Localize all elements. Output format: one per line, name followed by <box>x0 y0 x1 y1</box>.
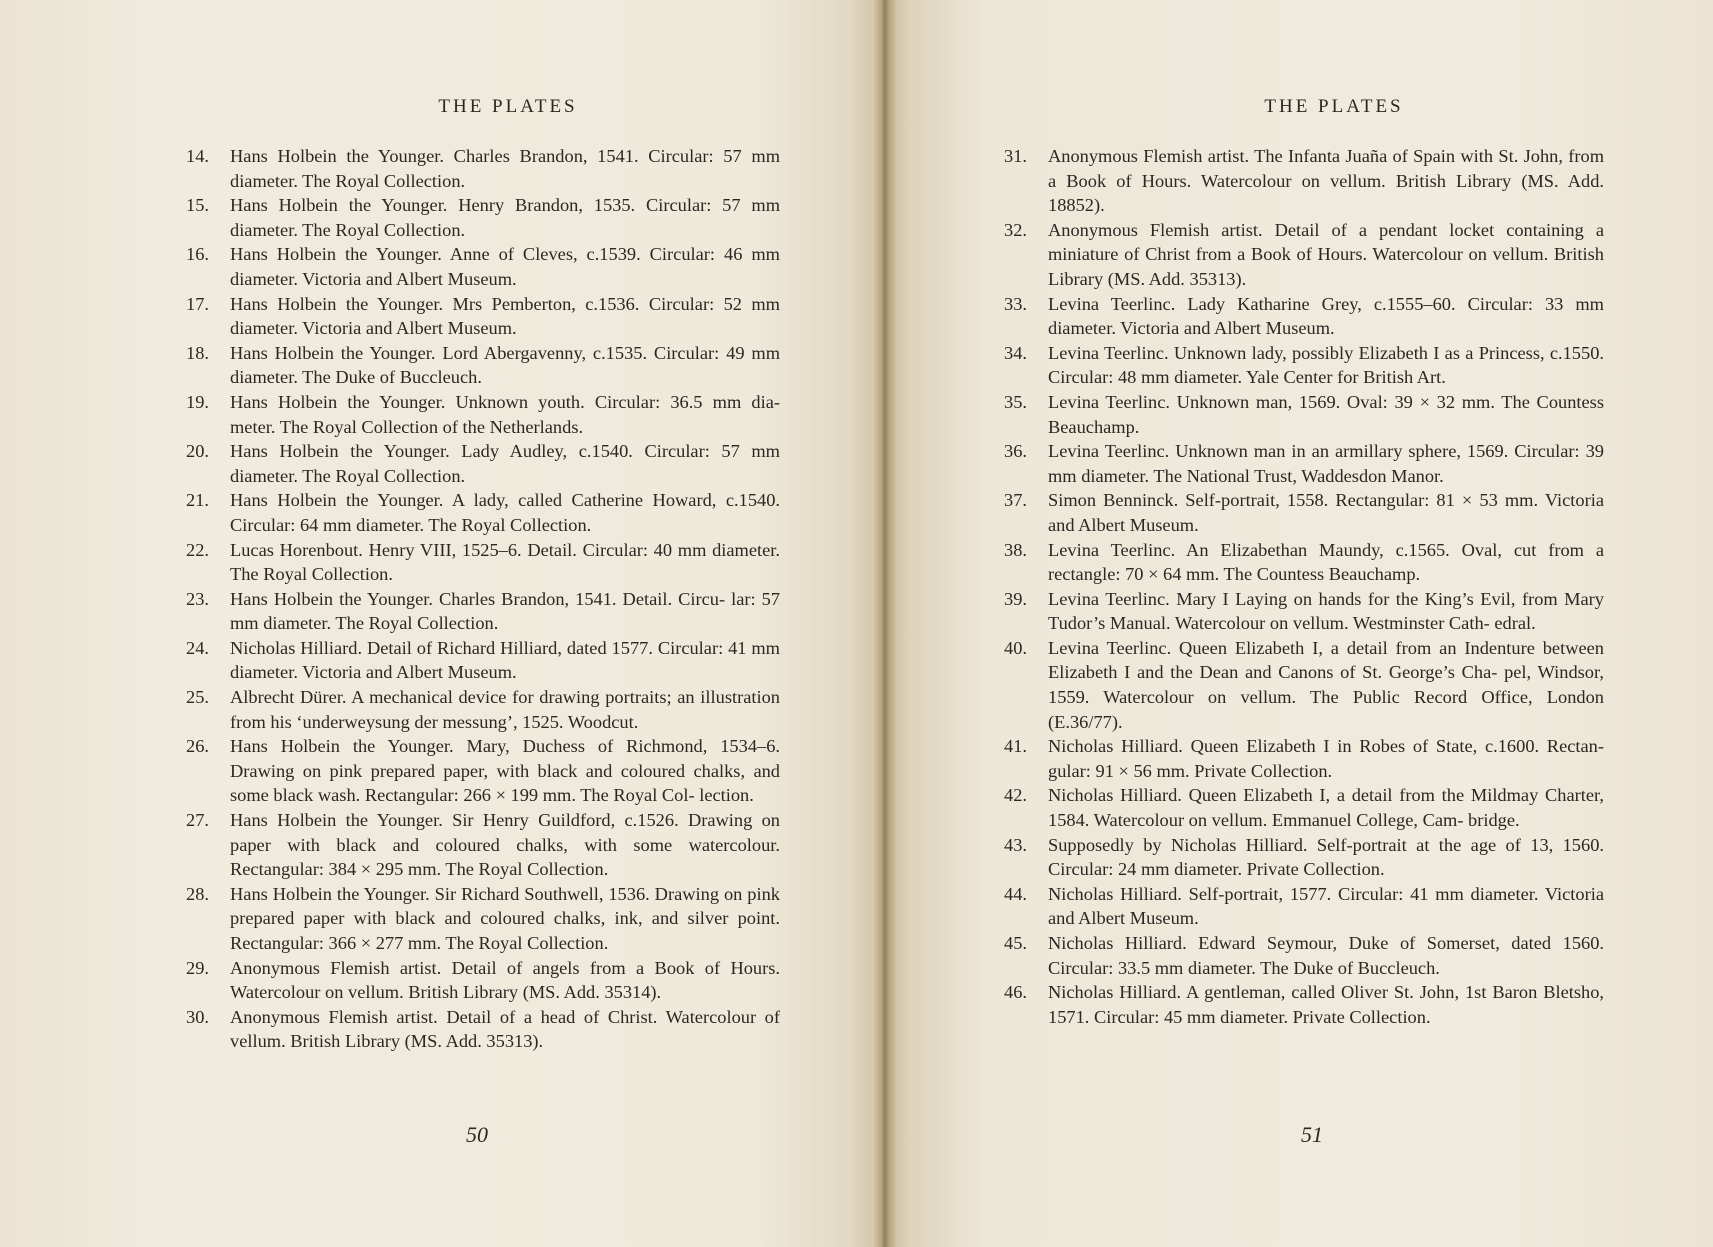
page-number: 51 <box>1301 1122 1323 1147</box>
plate-number: 44. <box>1004 883 1027 904</box>
plate-entry <box>186 292 780 341</box>
plate-entry <box>1004 341 1604 390</box>
plate-entry <box>1004 931 1604 980</box>
plate-number: 40. <box>1004 637 1027 658</box>
plate-caption: Hans Holbein the Younger. Charles Brandon, 1541. Detail. Circu- lar: 57 mm diameter. The Royal Collection. <box>230 588 780 634</box>
plate-number: 34. <box>1004 342 1027 363</box>
plate-number: 22. <box>186 539 209 560</box>
plate-entry <box>186 956 780 1005</box>
plate-list <box>186 144 780 1054</box>
plate-entry <box>186 242 780 291</box>
plate-entry <box>1004 980 1604 1029</box>
plate-number: 17. <box>186 293 209 314</box>
plate-number: 36. <box>1004 441 1027 462</box>
plate-number: 29. <box>186 957 209 978</box>
plate-entry <box>186 734 780 808</box>
plate-entry <box>1004 439 1604 488</box>
plate-caption: Anonymous Flemish artist. Detail of a head of Christ. Watercolour of vellum. British Library (MS. Add. 35313). <box>230 1006 780 1052</box>
plate-number: 19. <box>186 391 209 412</box>
plate-entry <box>1004 218 1604 292</box>
plate-number: 28. <box>186 883 209 904</box>
plate-entry <box>186 882 780 956</box>
plate-caption: Hans Holbein the Younger. Mrs Pemberton, c.1536. Circular: 52 mm diameter. Victoria and Albert Museum. <box>230 293 780 339</box>
plate-caption: Levina Teerlinc. Mary I Laying on hands for the King’s Evil, from Mary Tudor’s Manual. Watercolour on vellum. Westminster Cath- edral. <box>1048 588 1604 634</box>
plate-caption: Hans Holbein the Younger. Lord Abergavenny, c.1535. Circular: 49 mm diameter. The Duke of Buccleuch. <box>230 342 780 388</box>
plate-entry <box>186 808 780 882</box>
plate-entry <box>1004 144 1604 218</box>
plate-number: 37. <box>1004 490 1027 511</box>
plate-number: 32. <box>1004 219 1027 240</box>
plate-entry <box>1004 292 1604 341</box>
plate-caption: Anonymous Flemish artist. Detail of a pendant locket containing a miniature of Christ from a Book of Hours. Watercolour on vellum. British Library (MS. Add. 35313). <box>1048 219 1604 289</box>
plate-caption: Hans Holbein the Younger. Anne of Cleves, c.1539. Circular: 46 mm diameter. Victoria and Albert Museum. <box>230 244 780 289</box>
plate-entry <box>186 685 780 734</box>
plate-number: 31. <box>1004 146 1027 166</box>
plate-number: 23. <box>186 588 209 609</box>
right-page <box>884 0 1713 1247</box>
plate-entry <box>186 1005 780 1054</box>
plate-entry <box>186 587 780 636</box>
plate-entry <box>1004 488 1604 537</box>
plate-entry <box>1004 734 1604 783</box>
plate-number: 42. <box>1004 785 1027 806</box>
plate-caption: Hans Holbein the Younger. Lady Audley, c.1540. Circular: 57 mm diameter. The Royal Collection. <box>230 441 780 486</box>
plate-caption: Hans Holbein the Younger. Charles Brandon, 1541. Circular: 57 mm diameter. The Royal Collection. <box>230 146 780 191</box>
plate-entry <box>186 193 780 242</box>
plate-caption: Levina Teerlinc. An Elizabethan Maundy, c.1565. Oval, cut from a rectangle: 70 × 64 mm. The Countess Beauchamp. <box>1048 539 1604 585</box>
plate-caption: Levina Teerlinc. Unknown man in an armillary sphere, 1569. Circular: 39 mm diameter. The National Trust, Waddesdon Manor. <box>1048 441 1604 486</box>
plate-number: 18. <box>186 342 209 363</box>
plate-caption: Hans Holbein the Younger. A lady, called Catherine Howard, c.1540. Circular: 64 mm diameter. The Royal Collection. <box>230 490 780 535</box>
plate-caption: Hans Holbein the Younger. Mary, Duchess of Richmond, 1534–6. Drawing on pink prepared paper, with black and coloured chalks, and some black wash. Rectangular: 266 × 199 mm. The Royal Col- lection. <box>230 736 780 806</box>
plate-number: 21. <box>186 490 209 511</box>
plate-list <box>1004 144 1604 1029</box>
plate-caption: Hans Holbein the Younger. Sir Henry Guildford, c.1526. Drawing on paper with black and coloured chalks, with some watercolour. Rectangular: 384 × 295 mm. The Royal Collection. <box>230 810 780 880</box>
plate-number: 43. <box>1004 834 1027 855</box>
plate-entry <box>1004 390 1604 439</box>
plate-entry <box>1004 636 1604 734</box>
plate-entry <box>1004 882 1604 931</box>
plate-caption: Levina Teerlinc. Unknown man, 1569. Oval: 39 × 32 mm. The Countess Beauchamp. <box>1048 391 1604 437</box>
plate-number: 27. <box>186 810 209 831</box>
plate-entry <box>186 636 780 685</box>
plate-number: 41. <box>1004 736 1027 757</box>
plate-caption: Anonymous Flemish artist. The Infanta Juaña of Spain with St. John, from a Book of Hours. Watercolour on vellum. British Library (MS. Add. 18852). <box>1048 146 1604 216</box>
plate-entry <box>186 488 780 537</box>
plate-entry <box>1004 538 1604 587</box>
plate-caption: Nicholas Hilliard. Detail of Richard Hilliard, dated 1577. Circular: 41 mm diameter. Victoria and Albert Museum. <box>230 637 780 683</box>
plate-number: 46. <box>1004 982 1027 1003</box>
plate-number: 24. <box>186 637 209 658</box>
plate-number: 16. <box>186 244 209 265</box>
running-head: THE PLATES <box>438 96 578 117</box>
plate-caption: Anonymous Flemish artist. Detail of angels from a Book of Hours. Watercolour on vellum. British Library (MS. Add. 35314). <box>230 957 780 1003</box>
plate-caption: Lucas Horenbout. Henry VIII, 1525–6. Detail. Circular: 40 mm diameter. The Royal Collection. <box>230 539 780 585</box>
plate-caption: Hans Holbein the Younger. Henry Brandon, 1535. Circular: 57 mm diameter. The Royal Collection. <box>230 195 780 240</box>
plate-entry <box>1004 833 1604 882</box>
plate-entry <box>186 390 780 439</box>
plate-number: 30. <box>186 1006 209 1027</box>
plate-number: 45. <box>1004 933 1027 953</box>
plate-caption: Albrecht Dürer. A mechanical device for drawing portraits; an illustration from his ‘underweysung der messung’, 1525. Woodcut. <box>230 687 780 732</box>
plate-number: 25. <box>186 687 209 708</box>
plate-entry <box>186 538 780 587</box>
plate-number: 35. <box>1004 391 1027 412</box>
plate-number: 14. <box>186 146 209 166</box>
plate-caption: Nicholas Hilliard. Queen Elizabeth I, a detail from the Mildmay Charter, 1584. Watercolour on vellum. Emmanuel College, Cam- bridge. <box>1048 785 1604 831</box>
plate-entry <box>186 341 780 390</box>
plate-entry <box>186 439 780 488</box>
plate-caption: Nicholas Hilliard. Edward Seymour, Duke of Somerset, dated 1560. Circular: 33.5 mm diameter. The Duke of Buccleuch. <box>1048 933 1604 978</box>
book-gutter <box>872 0 898 1247</box>
plate-caption: Levina Teerlinc. Lady Katharine Grey, c.1555–60. Circular: 33 mm diameter. Victoria and Albert Museum. <box>1048 293 1604 339</box>
plate-number: 39. <box>1004 588 1027 609</box>
plate-entry <box>1004 783 1604 832</box>
plate-entry <box>1004 587 1604 636</box>
plate-caption: Simon Benninck. Self-portrait, 1558. Rectangular: 81 × 53 mm. Victoria and Albert Museum. <box>1048 490 1604 535</box>
plate-caption: Hans Holbein the Younger. Sir Richard Southwell, 1536. Drawing on pink prepared paper with black and coloured chalks, ink, and silver point. Rectangular: 366 × 277 mm. The Royal Collection. <box>230 883 780 953</box>
page-number: 50 <box>466 1122 488 1147</box>
plate-caption: Nicholas Hilliard. Self-portrait, 1577. Circular: 41 mm diameter. Victoria and Albert Museum. <box>1048 883 1604 929</box>
plate-number: 38. <box>1004 539 1027 560</box>
plate-caption: Levina Teerlinc. Unknown lady, possibly Elizabeth I as a Princess, c.1550. Circular: 48 mm diameter. Yale Center for British Art. <box>1048 342 1604 388</box>
plate-number: 15. <box>186 195 209 216</box>
plate-caption: Nicholas Hilliard. A gentleman, called Oliver St. John, 1st Baron Bletsho, 1571. Circular: 45 mm diameter. Private Collection. <box>1048 982 1604 1027</box>
plate-caption: Nicholas Hilliard. Queen Elizabeth I in Robes of State, c.1600. Rectan- gular: 91 × 56 mm. Private Collection. <box>1048 736 1604 781</box>
plate-caption: Hans Holbein the Younger. Unknown youth. Circular: 36.5 mm dia- meter. The Royal Collection of the Netherlands. <box>230 391 780 437</box>
plate-entry <box>186 144 780 193</box>
plate-number: 20. <box>186 441 209 462</box>
plate-caption: Levina Teerlinc. Queen Elizabeth I, a detail from an Indenture between Elizabeth I and the Dean and Canons of St. George’s Cha- pel, Windsor, 1559. Watercolour on vellum. The Public Record Office, London (E.36/77). <box>1048 637 1604 732</box>
plate-number: 33. <box>1004 293 1027 314</box>
plate-caption: Supposedly by Nicholas Hilliard. Self-portrait at the age of 13, 1560. Circular: 24 mm diameter. Private Collection. <box>1048 834 1604 880</box>
running-head: THE PLATES <box>1264 96 1404 117</box>
plate-number: 26. <box>186 736 209 757</box>
